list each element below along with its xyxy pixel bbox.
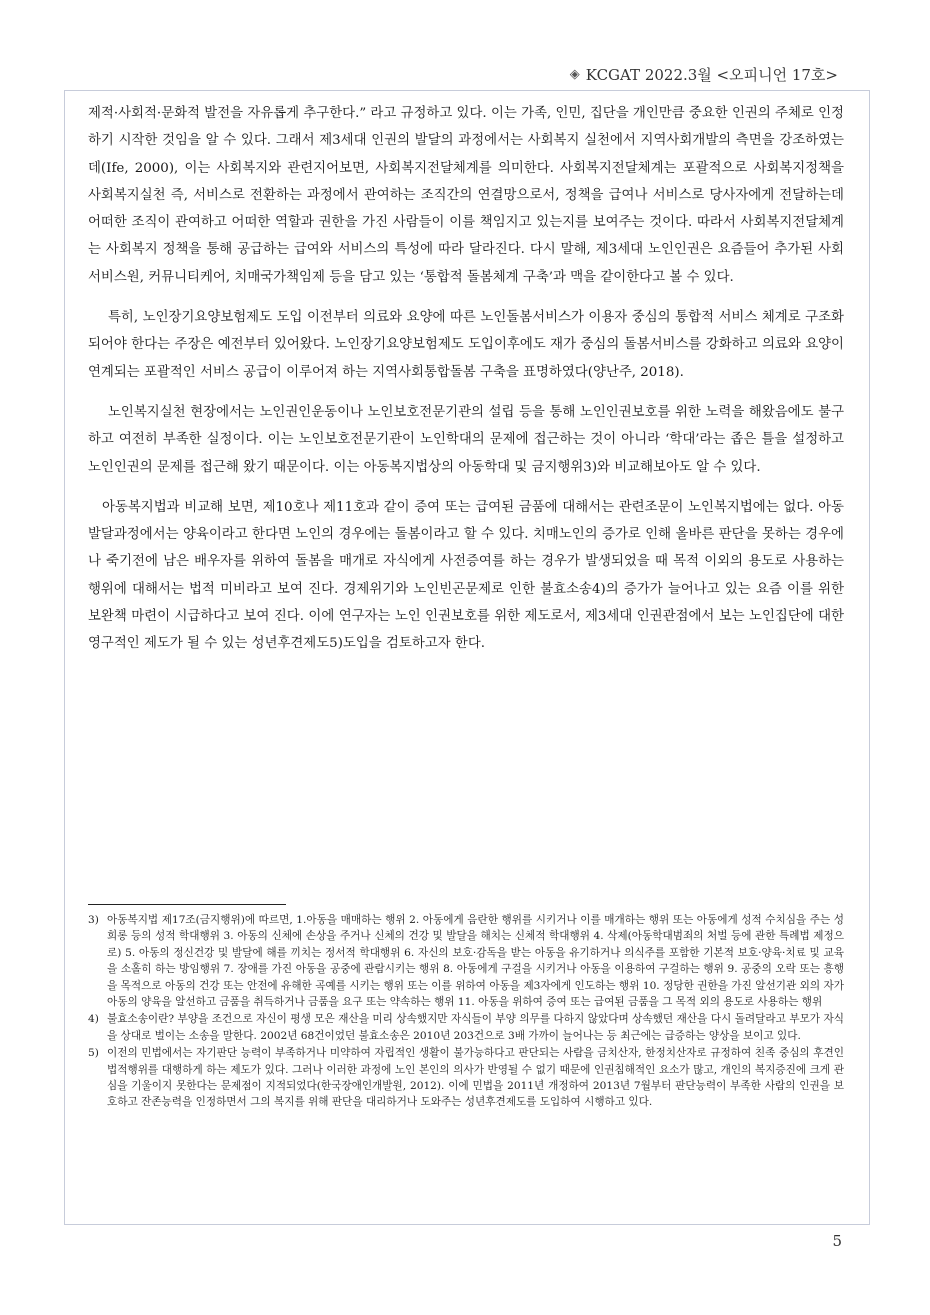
footnote-number: 4): [88, 1013, 99, 1026]
body-paragraph-3: 노인복지실천 현장에서는 노인권인운동이나 노인보호전문기관의 설립 등을 통해 노인인권보호를 위한 노력을 해왔음에도 불구하고 여전히 부족한 실정이다. 이는 노인보호전문기관이 노인학대의 문제에 접근하는 것이 아니라 ‘학대’라는 좁은 틀을 설정하고 노인인권의 문제를 접근해 왔기 때문이다. 이는 아동복지법상의 아동학대 및 금지행위3)와 비교해보아도 알 수 있다.: [88, 404, 844, 475]
footnote-number: 5): [88, 1047, 99, 1060]
body-paragraph-1: 제적·사회적·문화적 발전을 자유롭게 추구한다.” 라고 규정하고 있다. 이는 가족, 인민, 집단을 개인만큼 중요한 인권의 주체로 인정하기 시작한 것임을 알 수 있다. 그래서 제3세대 인권의 발달의 과정에서는 사회복지 실천에서 지역사회개발의 측면을 강조하였는데(Ife, 2000), 이는 사회복지와 관련지어보면, 사회복지전달체계를 의미한다. 사회복지전달체계는 포괄적으로 사회복지정책을 사회복지실천 즉, 서비스로 전환하는 과정에서 관여하는 조직간의 연결망으로서, 정책을 급여나 서비스로 당사자에게 전달하는데 어떠한 조직이 관여하고 어떠한 역할과 권한을 가진 사람들이 이를 책임지고 있는지를 보여주는 것이다. 따라서 사회복지전달체계는 사회복지 정책을 통해 공급하는 급여와 서비스의 특성에 따라 달라진다. 다시 말해, 제3세대 노인인권은 요즘들어 추가된 사회서비스원, 커뮤니티케어, 치매국가책임제 등을 담고 있는 ‘통합적 돌봄체계 구축’과 맥을 같이한다고 볼 수 있다.: [88, 106, 844, 285]
body-content: [88, 100, 844, 671]
footnote-text: 아동복지법 제17조(금지행위)에 따르면, 1.아동을 매매하는 행위 2. 아동에게 음란한 행위를 시키거나 이를 매개하는 행위 또는 아동에게 성적 수치심을 주는 성희롱 등의 성적 학대행위 3. 아동의 신체에 손상을 주거나 신체의 건강 및 발달을 해치는 신체적 학대행위 4. 삭제(아동학대범죄의 처벌 등에 관한 특례법 제정으로) 5. 아동의 정신건강 및 발달에 해를 끼치는 정서적 학대행위 6. 자신의 보호·감독을 받는 아동을 유기하거나 의식주를 포함한 기본적 보호·양육·치료 및 교육을 소홀히 하는 방임행위 7. 장애를 가진 아동을 공중에 관람시키는 행위 8. 아동에게 구걸을 시키거나 아동을 이용하여 구걸하는 행위 9. 공중의 오락 또는 흥행을 목적으로 아동의 건강 또는 안전에 유해한 곡예를 시키는 행위 또는 이를 위하여 아동을 제3자에게 인도하는 행위 10. 정당한 권한을 가진 알선기관 외의 자가 아동의 양육을 알선하고 금품을 취득하거나 금품을 요구 또는 약속하는 행위 11. 아동을 위하여 증여 또는 급여된 금품을 그 목적 외의 용도로 사용하는 행위: [107, 914, 845, 1009]
footnote-3: [88, 912, 844, 1010]
footnote-number: 3): [88, 914, 99, 926]
page-number: 5: [832, 1232, 842, 1250]
page-header: [570, 60, 838, 88]
footnote-text: 이전의 민법에서는 자기판단 능력이 부족하거나 미약하여 자립적인 생활이 불가능하다고 판단되는 사람을 금치산자, 한정치산자로 규정하여 친족 중심의 후견인 법적행위를 대행하게 하는 제도가 있다. 그러나 이러한 과정에 노인 본인의 의사가 반영될 수 없기 때문에 인권침해적인 요소가 많고, 개인의 복지증진에 크게 관심을 기울이지 못한다는 문제점이 지적되었다(한국장애인개발원, 2012). 이에 민법을 2011년 개정하여 2013년 7월부터 판단능력이 부족한 사람의 인권을 보호하고 잔존능력을 인정하면서 그의 복지를 위해 판단을 대리하거나 도와주는 성년후견제도를 도입하여 시행하고 있다.: [107, 1047, 844, 1109]
footnote-divider: [88, 904, 286, 905]
header-text: KCGAT 2022.3월 <오피니언 17호>: [585, 65, 838, 84]
body-paragraph-4: 아동복지법과 비교해 보면, 제10호나 제11호과 같이 증여 또는 급여된 금품에 대해서는 관련조문이 노인복지법에는 없다. 아동발달과정에서는 양육이라고 한다면 노인의 경우에는 돌봄이라고 할 수 있다. 치매노인의 증가로 인해 올바른 판단을 못하는 경우에나 죽기전에 남은 배우자를 위하여 돌봄을 매개로 자식에게 사전증여를 하는 경우가 발생되었을 때 목적 이외의 용도로 사용하는 행위에 대해서는 법적 미비라고 보여 진다. 경제위기와 노인빈곤문제로 인한 불효소송4)의 증가가 늘어나고 있는 요즘 이를 위한 보완책 마련이 시급하다고 보여 진다. 이에 연구자는 노인 인권보호를 위한 제도로서, 제3세대 인권관점에서 보는 노인집단에 대한 영구적인 제도가 될 수 있는 성년후견제도5)도입을 검토하고자 한다.: [88, 499, 844, 652]
footnote-5: [88, 1045, 844, 1111]
footnote-4: [88, 1011, 844, 1044]
body-paragraph-2: 특히, 노인장기요양보험제도 도입 이전부터 의료와 요양에 따른 노인돌봄서비스가 이용자 중심의 통합적 서비스 체계로 구조화되어야 한다는 주장은 예전부터 있어왔다. 노인장기요양보험제도 도입이후에도 재가 중심의 돌봄서비스를 강화하고 의료와 요양이 연계되는 포괄적인 서비스 공급이 이루어져 하는 지역사회통합돌봄 구축을 표명하였다(양난주, 2018).: [88, 310, 844, 380]
diamond-icon: ◈: [569, 66, 580, 82]
footnotes: [88, 912, 844, 1112]
footnote-text: 불효소송이란? 부양을 조건으로 자신이 평생 모은 재산을 미리 상속했지만 자식들이 부양 의무를 다하지 않았다며 상속했던 재산을 다시 돌려달라고 부모가 자식을 상대로 벌이는 소송을 말한다. 2002년 68건이었던 불효소송은 2010년 203건으로 3배 가까이 늘어나는 등 최근에는 급증하는 양상을 보이고 있다.: [107, 1013, 844, 1042]
